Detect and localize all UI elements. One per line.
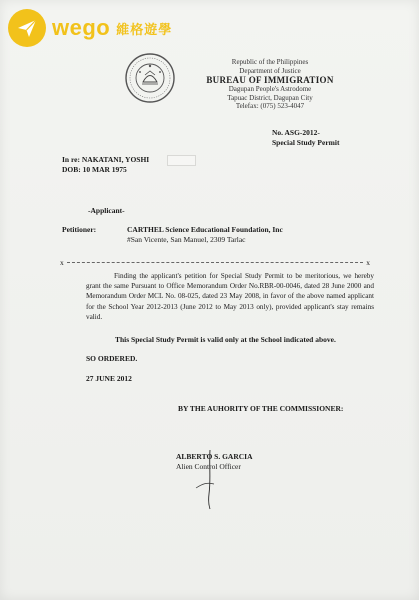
letterhead-office: Dagupan People's Astrodome — [228, 85, 312, 94]
permit-type: Special Study Permit — [272, 138, 340, 147]
letterhead-district: Tapuac District, Dagupan City — [227, 93, 313, 102]
redaction-box — [167, 155, 196, 166]
brand-logo — [8, 9, 172, 47]
letterhead-country: Republic of the Philippines — [231, 58, 309, 66]
letterhead-bureau: BUREAU OF IMMIGRATION — [206, 75, 334, 86]
letterhead — [190, 58, 350, 111]
applicant-dob: DOB: 10 MAR 1975 — [62, 165, 127, 174]
applicant-name: In re: NAKATANI, YOSHI — [62, 155, 150, 164]
petitioner-name: CARTHEL Science Educational Foundation, Inc — [127, 225, 283, 234]
petitioner-address: #San Vicente, San Manuel, 2309 Tarlac — [127, 235, 246, 244]
brand-subtitle: 維格遊學 — [116, 22, 173, 38]
applicant-role: -Applicant- — [88, 206, 125, 215]
paper-plane-icon — [8, 9, 46, 47]
permit-body — [86, 271, 374, 322]
bureau-seal-icon — [124, 52, 176, 104]
divider-line — [67, 262, 364, 263]
brand-name: wego — [52, 15, 111, 40]
grant-paragraph: Finding the applicant's petition for Special Study Permit to be meritorious, we hereby grant the same Pursuant to Office Memorandum Order No.RBR-00-0046, dated 28 June 2000 and Memorandum Order MCL No. 08-025, dated 23 May 2008, in favor of the above named applicant for the School Year 2012-2013 (June 2012 to May 2013 only), provided applicant's stay remains valid. — [86, 272, 374, 321]
signatory-name: ALBERTO S. GARCIA — [176, 452, 253, 461]
order-date: 27 JUNE 2012 — [86, 374, 132, 383]
divider-right-mark: x — [366, 258, 370, 267]
permit-reference — [272, 128, 340, 148]
divider-left-mark: x — [60, 258, 64, 267]
so-ordered: SO ORDERED. — [86, 354, 138, 363]
authority-line: BY THE AUHORITY OF THE COMMISSIONER: — [178, 404, 344, 413]
validity-statement: This Special Study Permit is valid only at the School indicated above. — [115, 335, 336, 344]
divider — [60, 258, 370, 267]
petitioner-label: Petitioner: — [62, 225, 97, 234]
letterhead-telefax: Telefax: (075) 523-4047 — [235, 102, 305, 111]
permit-number: No. ASG-2012- — [272, 128, 320, 137]
signatory-title: Alien Control Officer — [176, 462, 241, 471]
letterhead-department: Department of Justice — [239, 66, 301, 75]
